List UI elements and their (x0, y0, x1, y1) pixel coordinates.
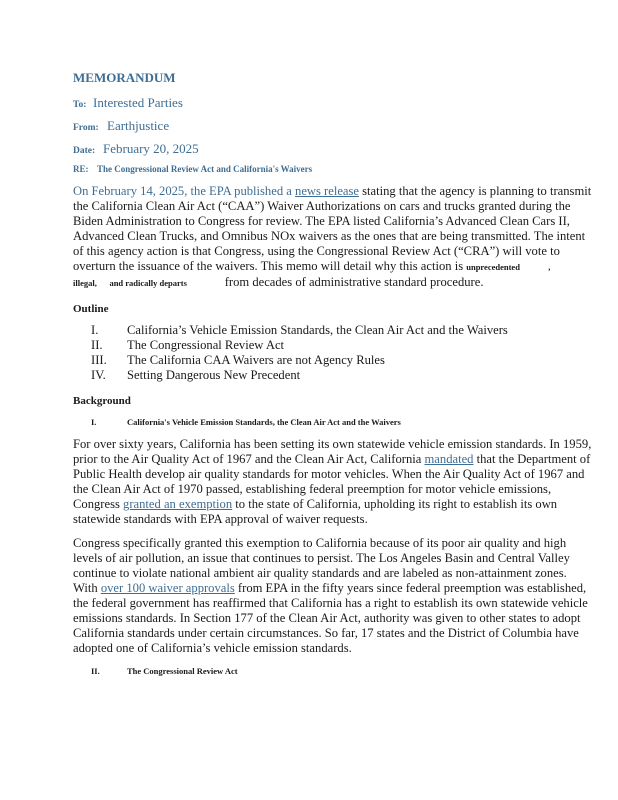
outline-item (73, 353, 593, 368)
outline-item-text: California’s Vehicle Emission Standards, the Clean Air Act and the Waivers (127, 323, 508, 337)
memo-page (73, 70, 593, 686)
outline-heading: Outline (73, 303, 109, 315)
re-value: The Congressional Review Act and California's Waivers (97, 164, 313, 174)
mandated-link[interactable]: mandated (424, 452, 474, 466)
outline-list (73, 323, 593, 383)
intro-paragraph (73, 184, 593, 291)
outline-item-text: The Congressional Review Act (127, 338, 285, 352)
date-label: Date: (73, 146, 96, 156)
from-value: Earthjustice (107, 118, 170, 133)
intro-text-2: from decades of administrative standard procedure. (221, 275, 484, 289)
outline-item-number: I. (91, 323, 99, 337)
outline-item-text: The California CAA Waivers are not Agency Rules (127, 353, 385, 367)
subheading-1-text: California's Vehicle Emission Standards, the Clean Air Act and the Waivers (127, 417, 401, 427)
background-subheading-1 (91, 417, 593, 427)
outline-item-number: IV. (91, 368, 106, 382)
date-value: February 20, 2025 (103, 141, 199, 156)
memo-re-row (73, 164, 593, 174)
re-label: RE: (73, 164, 89, 174)
outline-item-text: Setting Dangerous New Precedent (127, 368, 301, 382)
outline-item-number: II. (91, 338, 103, 352)
para2-text-b: from EPA in the fifty years since federal preemption was established, the federal government has reaffirmed that California has a right to establish its own statewide vehicle emissions standards. In Section 177 of the Clean Air Act, authority was given to other states to adopt California standards under certain circumstances. So far, 17 states and the District of Columbia have adopted one of California’s vehicle emission standards. (73, 581, 588, 655)
memo-from-row (73, 118, 593, 134)
background-subheading-2 (91, 666, 593, 676)
outline-item (73, 338, 593, 353)
subheading-1-number: I. (91, 417, 97, 427)
intro-small-2: , illegal, (73, 262, 551, 288)
to-label: To: (73, 100, 87, 110)
granted-exemption-link[interactable]: granted an exemption (123, 497, 233, 511)
para1-text-a: For over sixty years, California has been setting its own statewide vehicle emission standards. In 1959, prior to the Air Quality Act of 1967 and the Clean Air Act, California (73, 437, 592, 466)
outline-item-number: III. (91, 353, 107, 367)
para2-text-a: Congress specifically granted this exemption to California because of its poor air quality and high levels of air pollution, an issue that continues to persist. The Los Angeles Basin and Central Valley continue to violate national ambient air quality standards and are labeled as non-attainment zones. With (73, 536, 570, 595)
background-heading: Background (73, 395, 131, 407)
waiver-approvals-link[interactable]: over 100 waiver approvals (100, 581, 235, 595)
news-release-link[interactable]: news release (295, 184, 359, 198)
intro-small-1: unprecedented (466, 262, 520, 272)
intro-small-3: and radically departs (109, 278, 187, 288)
background-paragraph-1 (73, 437, 593, 527)
outline-item (73, 323, 593, 338)
from-label: From: (73, 123, 99, 133)
para1-text-b: that the Department of Public Health develop air quality standards for motor vehicles. When the Air Quality Act of 1967 and the Clean Air Act of 1970 passed, establishing federal preemption for motor vehicle emissions, Congress (73, 452, 591, 511)
intro-lead: On February 14, 2025, the EPA published a (73, 184, 296, 198)
outline-item (73, 368, 593, 383)
memo-date-row (73, 141, 593, 157)
para1-text-c: to the state of California, upholding its right to establish its own statewide standards with EPA approval of waiver requests. (73, 497, 558, 526)
intro-text-1: stating that the agency is planning to transmit the California Clean Air Act (“CAA”) Waiver Authorizations on cars and trucks granted during the Biden Administration to Congress for review. The EPA listed California’s Advanced Clean Cars II, Advanced Clean Trucks, and Omnibus NOx waivers as the ones that are being transmitted. The intent of this agency action is that Congress, using the Congressional Review Act (“CRA”) will vote to overturn the issuance of the waivers. This memo will detail why this action is (73, 184, 592, 273)
background-paragraph-2 (73, 536, 593, 656)
paragraph-gap (73, 527, 593, 536)
memo-to-row (73, 95, 593, 111)
subheading-2-text: The Congressional Review Act (127, 666, 238, 676)
to-value: Interested Parties (93, 95, 183, 110)
subheading-2-number: II. (91, 666, 100, 676)
memo-title: MEMORANDUM (73, 70, 176, 85)
